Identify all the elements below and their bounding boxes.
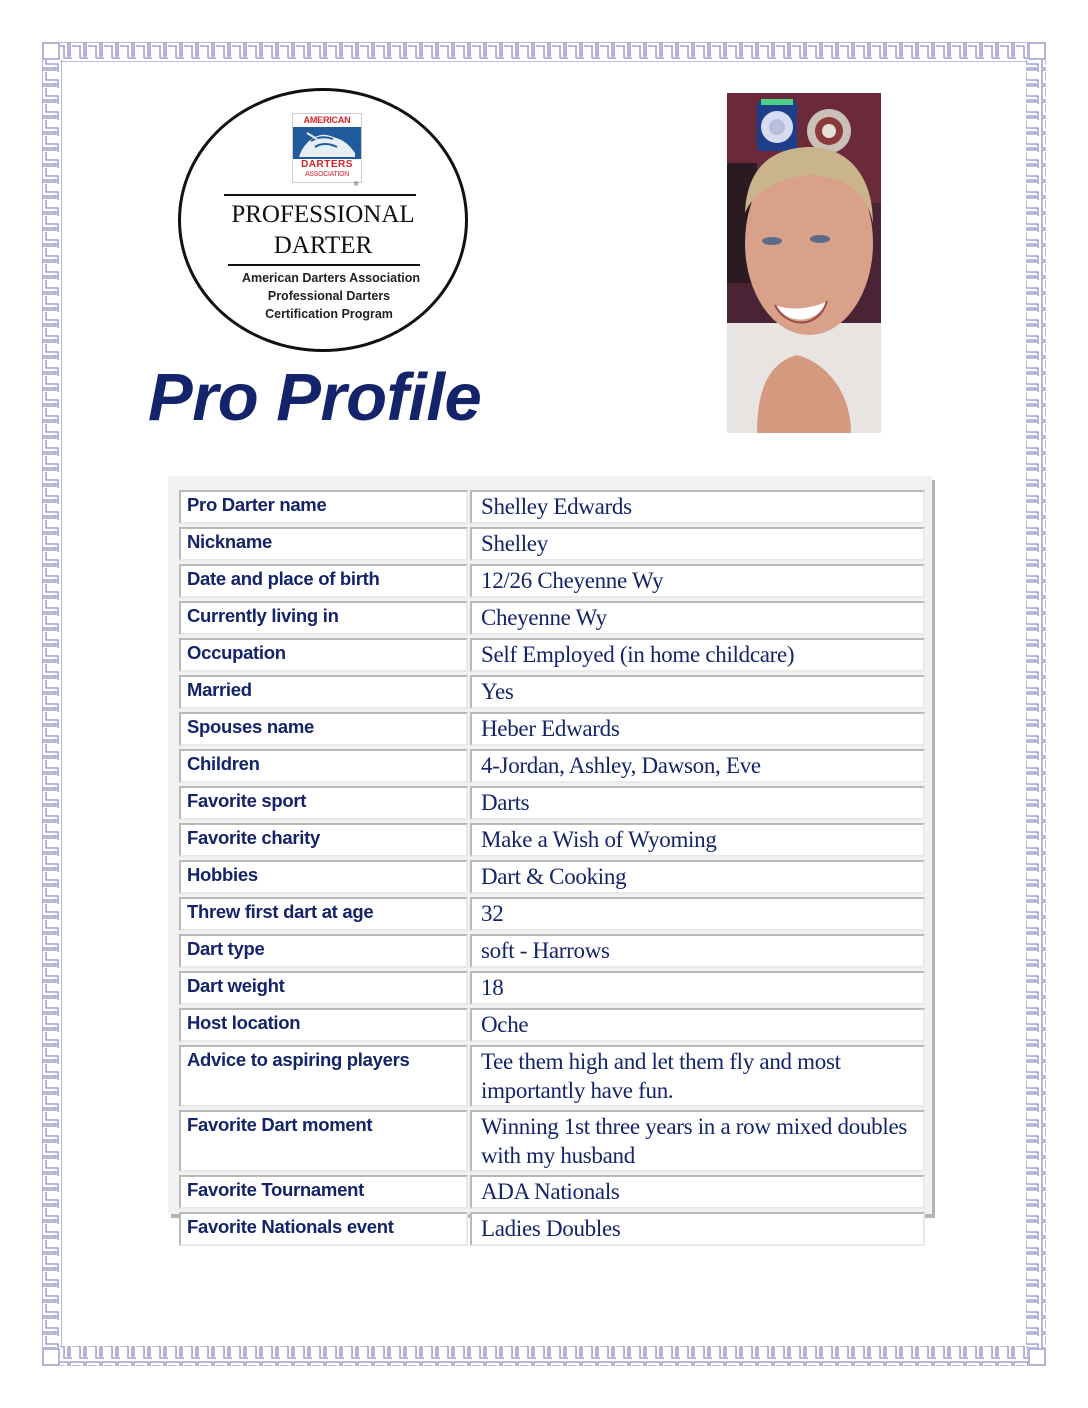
profile-row-nationals-event bbox=[179, 1212, 925, 1246]
profile-table-container bbox=[168, 476, 932, 1241]
row-label: Married bbox=[179, 675, 468, 709]
row-label: Date and place of birth bbox=[179, 564, 468, 598]
profile-row-dart-weight bbox=[179, 971, 925, 1005]
row-label: Occupation bbox=[179, 638, 468, 672]
row-value: Oche bbox=[470, 1008, 925, 1042]
profile-row-tournament bbox=[179, 1175, 925, 1209]
profile-row-nickname bbox=[179, 527, 925, 561]
logo-title-line-1: PROFESSIONAL bbox=[231, 201, 415, 228]
row-label: Host location bbox=[179, 1008, 468, 1042]
row-label: Dart weight bbox=[179, 971, 468, 1005]
row-value: 4-Jordan, Ashley, Dawson, Eve bbox=[470, 749, 925, 783]
profile-row-advice bbox=[179, 1045, 925, 1107]
profile-row-first-dart-age bbox=[179, 897, 925, 931]
row-value: ADA Nationals bbox=[470, 1175, 925, 1209]
profile-row-children bbox=[179, 749, 925, 783]
ada-logo-association-text: ASSOCIATION bbox=[304, 171, 350, 178]
row-label: Pro Darter name bbox=[179, 490, 468, 524]
row-label: Children bbox=[179, 749, 468, 783]
row-value: Ladies Doubles bbox=[470, 1212, 925, 1246]
profile-row-hobbies bbox=[179, 860, 925, 894]
profile-table bbox=[177, 487, 927, 1249]
row-value: Cheyenne Wy bbox=[470, 601, 925, 635]
row-value: Winning 1st three years in a row mixed doubles with my husband bbox=[470, 1110, 925, 1172]
row-label: Favorite sport bbox=[179, 786, 468, 820]
page-title: Pro Profile bbox=[148, 360, 482, 435]
row-label: Favorite charity bbox=[179, 823, 468, 857]
row-label: Spouses name bbox=[179, 712, 468, 746]
row-value: 12/26 Cheyenne Wy bbox=[470, 564, 925, 598]
profile-row-residence bbox=[179, 601, 925, 635]
row-label: Favorite Tournament bbox=[179, 1175, 468, 1209]
logo-subtitle-line-2: Professional Darters bbox=[267, 289, 391, 303]
profile-row-charity bbox=[179, 823, 925, 857]
logo-divider-top bbox=[224, 194, 416, 196]
profile-row-married bbox=[179, 675, 925, 709]
row-label: Threw first dart at age bbox=[179, 897, 468, 931]
profile-row-dart-type bbox=[179, 934, 925, 968]
row-label: Nickname bbox=[179, 527, 468, 561]
row-value: 18 bbox=[470, 971, 925, 1005]
row-label: Dart type bbox=[179, 934, 468, 968]
logo-subtitle-line-1: American Darters Association bbox=[241, 271, 421, 285]
row-value: Make a Wish of Wyoming bbox=[470, 823, 925, 857]
ada-logo-top-text: AMERICAN bbox=[303, 115, 351, 125]
logo-title-line-2: DARTER bbox=[273, 232, 373, 259]
profile-row-occupation bbox=[179, 638, 925, 672]
profile-row-host-location bbox=[179, 1008, 925, 1042]
row-value: soft - Harrows bbox=[470, 934, 925, 968]
row-label: Hobbies bbox=[179, 860, 468, 894]
row-value: Shelley Edwards bbox=[470, 490, 925, 524]
ada-logo-darters-text: DARTERS bbox=[301, 159, 353, 170]
profile-row-dart-moment bbox=[179, 1110, 925, 1172]
row-value: Dart & Cooking bbox=[470, 860, 925, 894]
row-value: Shelley bbox=[470, 527, 925, 561]
ada-logo-icon bbox=[292, 113, 362, 183]
profile-row-name bbox=[179, 490, 925, 524]
registered-mark: ® bbox=[354, 182, 359, 188]
row-label: Currently living in bbox=[179, 601, 468, 635]
row-label: Favorite Nationals event bbox=[179, 1212, 468, 1246]
row-value: Heber Edwards bbox=[470, 712, 925, 746]
profile-row-spouse bbox=[179, 712, 925, 746]
profile-row-birth bbox=[179, 564, 925, 598]
row-value: Self Employed (in home childcare) bbox=[470, 638, 925, 672]
row-label: Favorite Dart moment bbox=[179, 1110, 468, 1172]
row-value: Tee them high and let them fly and most importantly have fun. bbox=[470, 1045, 925, 1107]
profile-photo bbox=[727, 93, 881, 433]
row-value: Darts bbox=[470, 786, 925, 820]
professional-darter-logo bbox=[178, 88, 468, 352]
logo-subtitle-line-3: Certification Program bbox=[265, 307, 393, 321]
row-value: 32 bbox=[470, 897, 925, 931]
row-value: Yes bbox=[470, 675, 925, 709]
profile-row-sport bbox=[179, 786, 925, 820]
row-label: Advice to aspiring players bbox=[179, 1045, 468, 1107]
logo-divider-bottom bbox=[228, 264, 420, 266]
